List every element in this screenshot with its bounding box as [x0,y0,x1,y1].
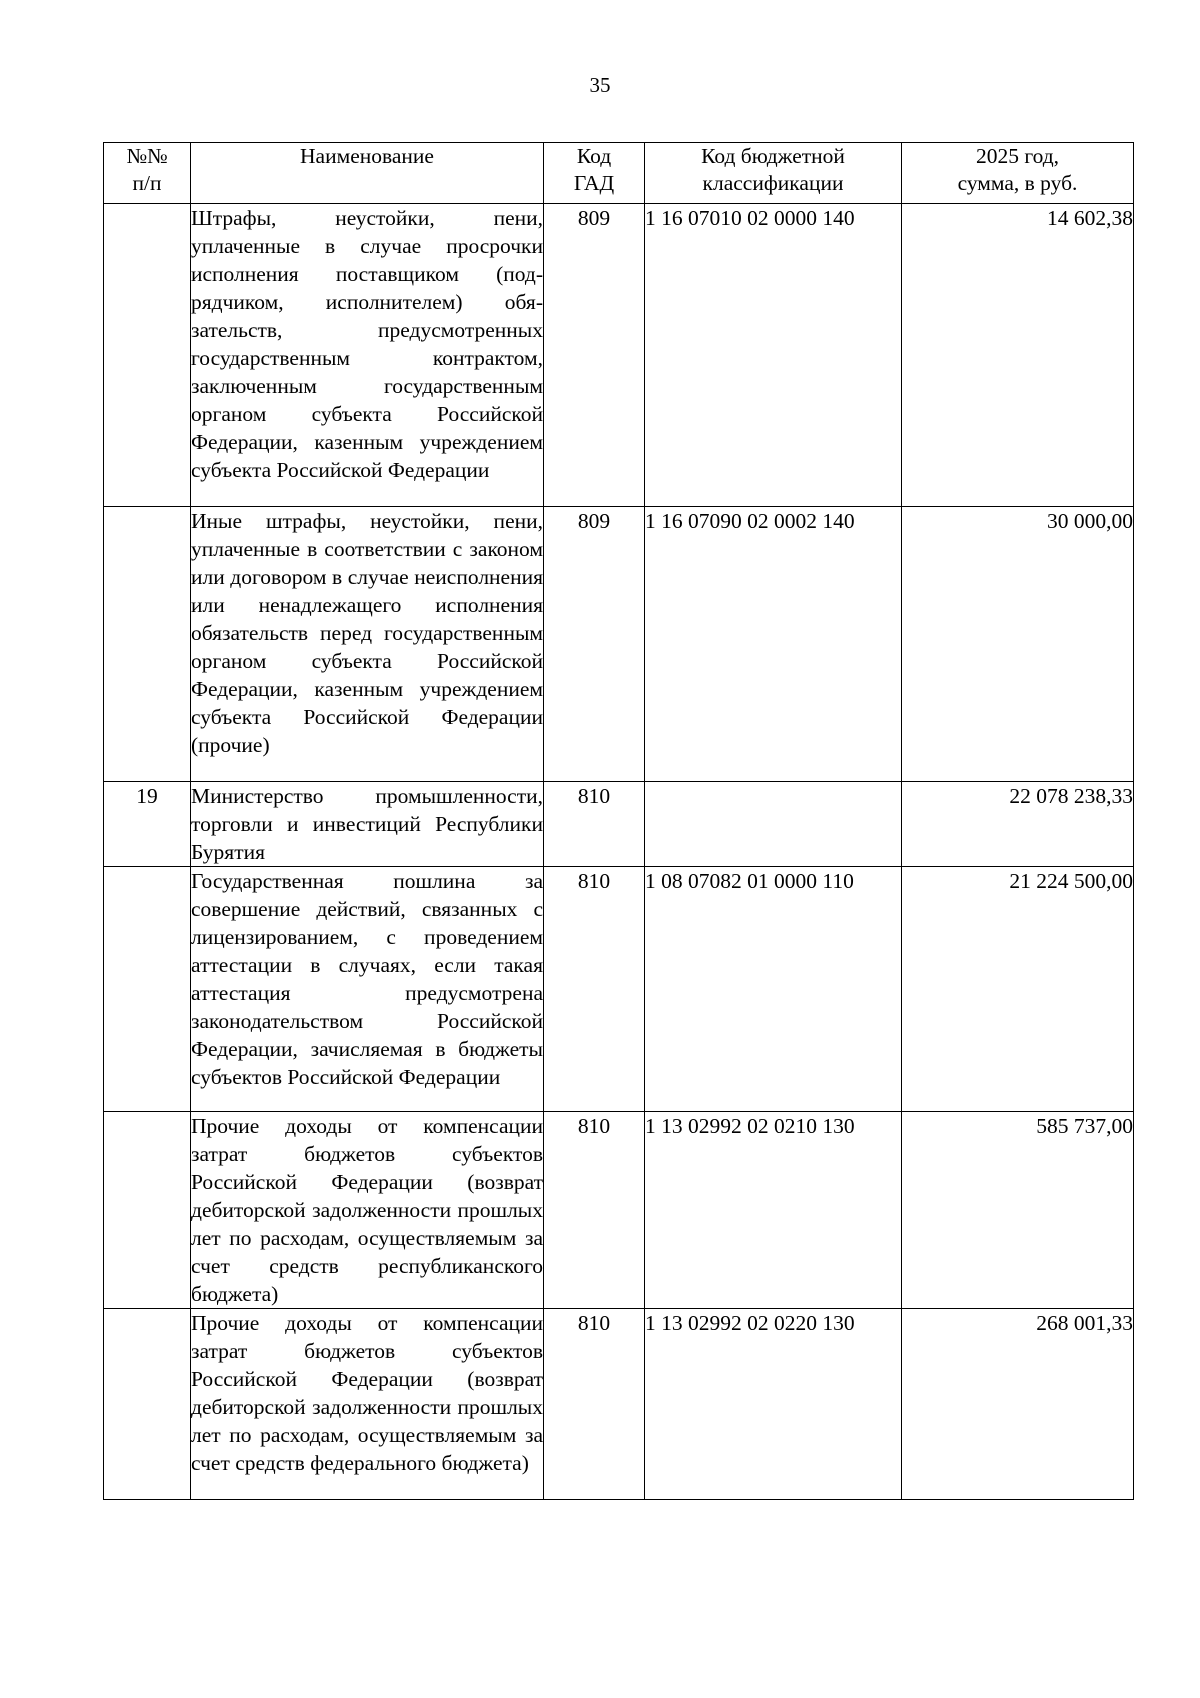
row-name: Министерство промышленности, торговли и инвестиций Республики Бурятия [191,782,544,867]
table-row [104,782,1134,867]
row-amount: 585 737,00 [902,1112,1134,1309]
revenue-table [103,142,1134,1500]
row-name: Иные штрафы, неустойки, пени, уплаченные в соответствии с законом или договором в случае неисполнения или ненадлежащего исполнения обязательств перед государственным органом субъекта Российской Федерации, казенным учреждением субъекта Российской Федерации (прочие) [191,507,544,782]
row-amount: 21 224 500,00 [902,867,1134,1112]
header-row [104,143,1134,204]
header-sum: 2025 год, сумма, в руб. [902,143,1134,204]
row-budget-code: 1 13 02992 02 0210 130 [645,1112,902,1309]
row-gad-code: 810 [544,782,645,867]
row-gad-code: 810 [544,1112,645,1309]
row-name: Прочие доходы от компенсации затрат бюджетов субъектов Российской Федерации (возврат дебиторской задолженности прошлых лет по расходам, осуществляемым за счет средств федерального бюджета) [191,1309,544,1500]
table-header [104,143,1134,204]
header-gad: Код ГАД [544,143,645,204]
header-name: Наименование [191,143,544,204]
row-number [104,1309,191,1500]
row-budget-code: 1 16 07010 02 0000 140 [645,204,902,507]
table-row [104,204,1134,507]
table-row [104,867,1134,1112]
row-name: Штрафы, неустойки, пени, уплаченные в случае просрочки исполнения поставщиком (подрядчиком, исполнителем) обязательств, предусмотренных государственным контрактом, заключенным государственным органом субъекта Российской Федерации, казенным учреждением субъекта Российской Федерации [191,204,544,507]
header-kbk: Код бюджетной классификации [645,143,902,204]
table-row [104,1112,1134,1309]
row-amount: 22 078 238,33 [902,782,1134,867]
table-row [104,507,1134,782]
row-name: Прочие доходы от компенсации затрат бюджетов субъектов Российской Федерации (возврат дебиторской задолженности прошлых лет по расходам, осуществляемым за счет средств республиканского бюджета) [191,1112,544,1309]
row-budget-code: 1 13 02992 02 0220 130 [645,1309,902,1500]
row-amount: 14 602,38 [902,204,1134,507]
row-number [104,204,191,507]
row-amount: 30 000,00 [902,507,1134,782]
row-number [104,867,191,1112]
row-budget-code: 1 08 07082 01 0000 110 [645,867,902,1112]
row-name: Государственная пошлина за совершение действий, связанных с лицензированием, с проведением аттестации в случаях, если такая аттестация предусмотрена законодательством Российской Федерации, зачисляемая в бюджеты субъектов Российской Федерации [191,867,544,1112]
row-gad-code: 809 [544,507,645,782]
page-number: 35 [589,73,611,97]
row-amount: 268 001,33 [902,1309,1134,1500]
table-row [104,1309,1134,1500]
row-gad-code: 810 [544,867,645,1112]
table-body [104,204,1134,1500]
row-budget-code: 1 16 07090 02 0002 140 [645,507,902,782]
row-gad-code: 810 [544,1309,645,1500]
header-num: №№ п/п [104,143,191,204]
row-number: 19 [104,782,191,867]
row-budget-code [645,782,902,867]
row-number [104,1112,191,1309]
row-number [104,507,191,782]
row-gad-code: 809 [544,204,645,507]
